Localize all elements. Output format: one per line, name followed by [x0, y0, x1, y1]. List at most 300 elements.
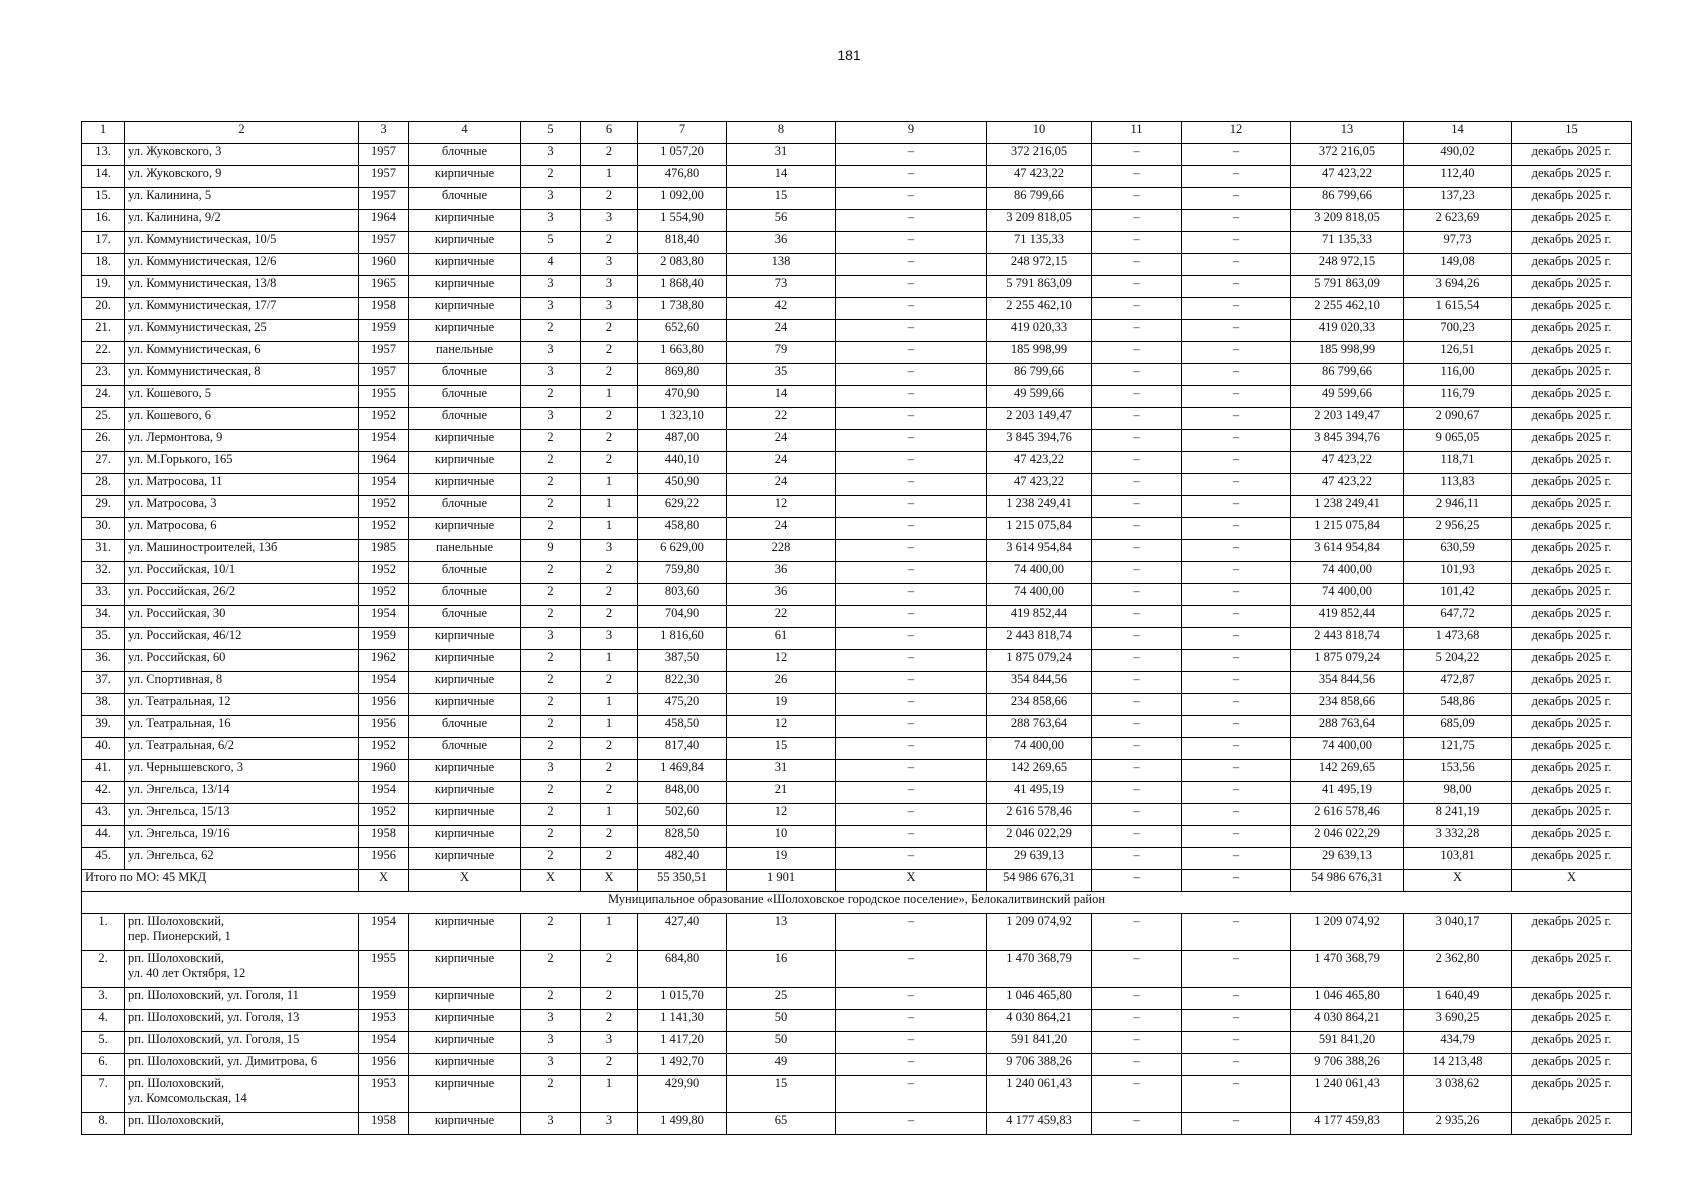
row-number-cell: 31. [82, 540, 125, 562]
deadline-cell: декабрь 2025 г. [1512, 188, 1632, 210]
year-built-cell: 1954 [359, 782, 409, 804]
header-cell-3: 3 [359, 122, 409, 144]
table-row [82, 474, 1632, 496]
cost-per-sqm-cell: 2 090,67 [1404, 408, 1512, 430]
cost-total-cell: 4 030 864,21 [987, 1010, 1092, 1032]
total-area-cell: 828,50 [638, 826, 727, 848]
col-12-cell: – [1182, 1054, 1291, 1076]
row-number-cell: 28. [82, 474, 125, 496]
row-number-cell: 7. [82, 1076, 125, 1113]
cost-total-cell: 47 423,22 [987, 474, 1092, 496]
col-11-cell: – [1092, 914, 1182, 951]
address-cell: рп. Шолоховский, ул. Гоголя, 11 [125, 988, 359, 1010]
residents-cell: 42 [727, 298, 836, 320]
address-cell: ул. Энгельса, 13/14 [125, 782, 359, 804]
year-built-cell: 1956 [359, 694, 409, 716]
table-row [82, 826, 1632, 848]
entrances-cell: 3 [581, 210, 638, 232]
year-built-cell: 1957 [359, 144, 409, 166]
residents-cell: 22 [727, 606, 836, 628]
wall-material-cell: блочные [409, 496, 521, 518]
header-cell-5: 5 [521, 122, 581, 144]
table-row [82, 988, 1632, 1010]
cost-per-sqm-cell: 434,79 [1404, 1032, 1512, 1054]
deadline-cell: декабрь 2025 г. [1512, 914, 1632, 951]
residents-cell: 16 [727, 951, 836, 988]
cost-fund-cell: 234 858,66 [1291, 694, 1404, 716]
total-cell: X [1512, 870, 1632, 892]
col-11-cell: – [1092, 430, 1182, 452]
row-number-cell: 3. [82, 988, 125, 1010]
total-area-cell: 2 083,80 [638, 254, 727, 276]
wall-material-cell: кирпичные [409, 298, 521, 320]
col-12-cell: – [1182, 210, 1291, 232]
residents-cell: 50 [727, 1032, 836, 1054]
cost-per-sqm-cell: 97,73 [1404, 232, 1512, 254]
col-9-cell: – [836, 1076, 987, 1113]
year-built-cell: 1954 [359, 914, 409, 951]
cost-total-cell: 74 400,00 [987, 562, 1092, 584]
table-row [82, 364, 1632, 386]
wall-material-cell: кирпичные [409, 320, 521, 342]
floors-cell: 2 [521, 606, 581, 628]
col-12-cell: – [1182, 606, 1291, 628]
cost-total-cell: 1 209 074,92 [987, 914, 1092, 951]
entrances-cell: 1 [581, 386, 638, 408]
address-cell: ул. Коммунистическая, 17/7 [125, 298, 359, 320]
col-11-cell: – [1092, 276, 1182, 298]
total-area-cell: 427,40 [638, 914, 727, 951]
col-9-cell: – [836, 672, 987, 694]
floors-cell: 3 [521, 760, 581, 782]
cost-per-sqm-cell: 1 615,54 [1404, 298, 1512, 320]
col-11-cell: – [1092, 826, 1182, 848]
wall-material-cell: кирпичные [409, 1010, 521, 1032]
wall-material-cell: кирпичные [409, 988, 521, 1010]
address-cell: рп. Шолоховский, ул. Димитрова, 6 [125, 1054, 359, 1076]
entrances-cell: 2 [581, 232, 638, 254]
cost-total-cell: 2 616 578,46 [987, 804, 1092, 826]
row-number-cell: 14. [82, 166, 125, 188]
wall-material-cell: кирпичные [409, 276, 521, 298]
address-cell: рп. Шолоховский, [125, 1113, 359, 1135]
cost-fund-cell: 372 216,05 [1291, 144, 1404, 166]
cost-total-cell: 41 495,19 [987, 782, 1092, 804]
col-11-cell: – [1092, 144, 1182, 166]
floors-cell: 2 [521, 826, 581, 848]
cost-fund-cell: 2 203 149,47 [1291, 408, 1404, 430]
row-number-cell: 21. [82, 320, 125, 342]
cost-total-cell: 591 841,20 [987, 1032, 1092, 1054]
col-12-cell: – [1182, 782, 1291, 804]
address-cell: ул. Калинина, 5 [125, 188, 359, 210]
table-row [82, 320, 1632, 342]
residents-cell: 22 [727, 408, 836, 430]
col-11-cell: – [1092, 540, 1182, 562]
deadline-cell: декабрь 2025 г. [1512, 232, 1632, 254]
col-12-cell: – [1182, 298, 1291, 320]
wall-material-cell: блочные [409, 738, 521, 760]
deadline-cell: декабрь 2025 г. [1512, 1010, 1632, 1032]
residents-cell: 36 [727, 584, 836, 606]
year-built-cell: 1952 [359, 496, 409, 518]
cost-total-cell: 354 844,56 [987, 672, 1092, 694]
address-cell: ул. Российская, 30 [125, 606, 359, 628]
entrances-cell: 3 [581, 1032, 638, 1054]
year-built-cell: 1952 [359, 408, 409, 430]
col-11-cell: – [1092, 584, 1182, 606]
cost-total-cell: 248 972,15 [987, 254, 1092, 276]
entrances-cell: 1 [581, 496, 638, 518]
entrances-cell: 2 [581, 452, 638, 474]
year-built-cell: 1959 [359, 628, 409, 650]
cost-total-cell: 372 216,05 [987, 144, 1092, 166]
cost-per-sqm-cell: 118,71 [1404, 452, 1512, 474]
col-11-cell: – [1092, 188, 1182, 210]
cost-fund-cell: 142 269,65 [1291, 760, 1404, 782]
cost-fund-cell: 47 423,22 [1291, 452, 1404, 474]
deadline-cell: декабрь 2025 г. [1512, 210, 1632, 232]
table-row [82, 694, 1632, 716]
row-number-cell: 2. [82, 951, 125, 988]
header-cell-12: 12 [1182, 122, 1291, 144]
year-built-cell: 1965 [359, 276, 409, 298]
address-cell: ул. Матросова, 11 [125, 474, 359, 496]
address-cell: ул. Коммунистическая, 25 [125, 320, 359, 342]
entrances-cell: 1 [581, 474, 638, 496]
col-12-cell: – [1182, 188, 1291, 210]
cost-total-cell: 1 470 368,79 [987, 951, 1092, 988]
row-number-cell: 42. [82, 782, 125, 804]
deadline-cell: декабрь 2025 г. [1512, 474, 1632, 496]
total-area-cell: 1 057,20 [638, 144, 727, 166]
cost-fund-cell: 1 215 075,84 [1291, 518, 1404, 540]
year-built-cell: 1954 [359, 606, 409, 628]
cost-fund-cell: 1 209 074,92 [1291, 914, 1404, 951]
deadline-cell: декабрь 2025 г. [1512, 320, 1632, 342]
residents-cell: 138 [727, 254, 836, 276]
col-11-cell: – [1092, 452, 1182, 474]
wall-material-cell: кирпичные [409, 650, 521, 672]
wall-material-cell: кирпичные [409, 1076, 521, 1113]
floors-cell: 2 [521, 848, 581, 870]
wall-material-cell: кирпичные [409, 914, 521, 951]
wall-material-cell: блочные [409, 144, 521, 166]
cost-total-cell: 4 177 459,83 [987, 1113, 1092, 1135]
cost-total-cell: 2 443 818,74 [987, 628, 1092, 650]
cost-total-cell: 2 203 149,47 [987, 408, 1092, 430]
cost-per-sqm-cell: 2 956,25 [1404, 518, 1512, 540]
total-area-cell: 458,80 [638, 518, 727, 540]
col-12-cell: – [1182, 540, 1291, 562]
floors-cell: 3 [521, 364, 581, 386]
entrances-cell: 1 [581, 166, 638, 188]
cost-fund-cell: 5 791 863,09 [1291, 276, 1404, 298]
col-11-cell: – [1092, 988, 1182, 1010]
cost-fund-cell: 354 844,56 [1291, 672, 1404, 694]
total-row [82, 870, 1632, 892]
address-cell: ул. Коммунистическая, 10/5 [125, 232, 359, 254]
floors-cell: 3 [521, 1010, 581, 1032]
cost-per-sqm-cell: 5 204,22 [1404, 650, 1512, 672]
wall-material-cell: панельные [409, 342, 521, 364]
col-9-cell: – [836, 804, 987, 826]
total-area-cell: 817,40 [638, 738, 727, 760]
col-12-cell: – [1182, 988, 1291, 1010]
entrances-cell: 2 [581, 848, 638, 870]
col-12-cell: – [1182, 584, 1291, 606]
header-cell-14: 14 [1404, 122, 1512, 144]
cost-per-sqm-cell: 490,02 [1404, 144, 1512, 166]
cost-total-cell: 1 046 465,80 [987, 988, 1092, 1010]
address-cell: рп. Шолоховский, ул. Гоголя, 15 [125, 1032, 359, 1054]
col-12-cell: – [1182, 804, 1291, 826]
col-11-cell: – [1092, 408, 1182, 430]
address-cell: ул. Российская, 60 [125, 650, 359, 672]
cost-total-cell: 2 046 022,29 [987, 826, 1092, 848]
col-11-cell: – [1092, 562, 1182, 584]
floors-cell: 3 [521, 188, 581, 210]
total-area-cell: 1 469,84 [638, 760, 727, 782]
address-cell: ул. Театральная, 6/2 [125, 738, 359, 760]
deadline-cell: декабрь 2025 г. [1512, 276, 1632, 298]
wall-material-cell: кирпичные [409, 826, 521, 848]
col-9-cell: – [836, 584, 987, 606]
table-row [82, 496, 1632, 518]
floors-cell: 2 [521, 804, 581, 826]
cost-per-sqm-cell: 548,86 [1404, 694, 1512, 716]
address-cell: рп. Шолоховский, пер. Пионерский, 1 [125, 914, 359, 951]
col-11-cell: – [1092, 232, 1182, 254]
address-cell: ул. Коммунистическая, 6 [125, 342, 359, 364]
cost-per-sqm-cell: 149,08 [1404, 254, 1512, 276]
total-area-cell: 475,20 [638, 694, 727, 716]
entrances-cell: 2 [581, 951, 638, 988]
deadline-cell: декабрь 2025 г. [1512, 760, 1632, 782]
floors-cell: 3 [521, 342, 581, 364]
total-area-cell: 803,60 [638, 584, 727, 606]
address-cell: ул. Жуковского, 9 [125, 166, 359, 188]
cost-per-sqm-cell: 685,09 [1404, 716, 1512, 738]
residents-cell: 24 [727, 430, 836, 452]
address-cell: ул. Коммунистическая, 12/6 [125, 254, 359, 276]
cost-per-sqm-cell: 112,40 [1404, 166, 1512, 188]
row-number-cell: 8. [82, 1113, 125, 1135]
cost-per-sqm-cell: 3 038,62 [1404, 1076, 1512, 1113]
cost-per-sqm-cell: 113,83 [1404, 474, 1512, 496]
col-9-cell: – [836, 760, 987, 782]
floors-cell: 3 [521, 628, 581, 650]
cost-fund-cell: 86 799,66 [1291, 188, 1404, 210]
col-12-cell: – [1182, 694, 1291, 716]
table-row [82, 804, 1632, 826]
col-9-cell: – [836, 650, 987, 672]
residents-cell: 15 [727, 188, 836, 210]
address-cell: ул. Театральная, 16 [125, 716, 359, 738]
cost-total-cell: 86 799,66 [987, 364, 1092, 386]
total-area-cell: 822,30 [638, 672, 727, 694]
header-cell-15: 15 [1512, 122, 1632, 144]
year-built-cell: 1955 [359, 386, 409, 408]
cost-fund-cell: 1 240 061,43 [1291, 1076, 1404, 1113]
floors-cell: 2 [521, 474, 581, 496]
entrances-cell: 2 [581, 584, 638, 606]
wall-material-cell: кирпичные [409, 452, 521, 474]
column-number-header [82, 122, 1632, 144]
deadline-cell: декабрь 2025 г. [1512, 1054, 1632, 1076]
col-12-cell: – [1182, 386, 1291, 408]
col-9-cell: – [836, 166, 987, 188]
deadline-cell: декабрь 2025 г. [1512, 782, 1632, 804]
row-number-cell: 19. [82, 276, 125, 298]
wall-material-cell: блочные [409, 364, 521, 386]
deadline-cell: декабрь 2025 г. [1512, 342, 1632, 364]
year-built-cell: 1954 [359, 672, 409, 694]
wall-material-cell: кирпичные [409, 1113, 521, 1135]
cost-total-cell: 234 858,66 [987, 694, 1092, 716]
table-row [82, 1054, 1632, 1076]
entrances-cell: 2 [581, 144, 638, 166]
col-9-cell: – [836, 452, 987, 474]
col-11-cell: – [1092, 342, 1182, 364]
cost-fund-cell: 2 616 578,46 [1291, 804, 1404, 826]
col-11-cell: – [1092, 210, 1182, 232]
total-area-cell: 429,90 [638, 1076, 727, 1113]
col-9-cell: – [836, 342, 987, 364]
col-9-cell: – [836, 606, 987, 628]
total-area-cell: 476,80 [638, 166, 727, 188]
wall-material-cell: кирпичные [409, 1032, 521, 1054]
year-built-cell: 1953 [359, 1010, 409, 1032]
address-cell: ул. Кошевого, 5 [125, 386, 359, 408]
entrances-cell: 2 [581, 988, 638, 1010]
residents-cell: 24 [727, 474, 836, 496]
col-9-cell: – [836, 1113, 987, 1135]
entrances-cell: 2 [581, 672, 638, 694]
residents-cell: 14 [727, 386, 836, 408]
total-area-cell: 1 141,30 [638, 1010, 727, 1032]
col-9-cell: – [836, 320, 987, 342]
deadline-cell: декабрь 2025 г. [1512, 988, 1632, 1010]
col-11-cell: – [1092, 1076, 1182, 1113]
address-cell: ул. Спортивная, 8 [125, 672, 359, 694]
header-cell-4: 4 [409, 122, 521, 144]
table-row [82, 540, 1632, 562]
deadline-cell: декабрь 2025 г. [1512, 738, 1632, 760]
year-built-cell: 1957 [359, 166, 409, 188]
table-row [82, 914, 1632, 951]
col-9-cell: – [836, 628, 987, 650]
floors-cell: 2 [521, 584, 581, 606]
cost-fund-cell: 86 799,66 [1291, 364, 1404, 386]
cost-total-cell: 74 400,00 [987, 738, 1092, 760]
year-built-cell: 1954 [359, 474, 409, 496]
cost-per-sqm-cell: 121,75 [1404, 738, 1512, 760]
col-9-cell: – [836, 716, 987, 738]
total-area-cell: 1 663,80 [638, 342, 727, 364]
col-12-cell: – [1182, 562, 1291, 584]
col-11-cell: – [1092, 386, 1182, 408]
cost-fund-cell: 41 495,19 [1291, 782, 1404, 804]
col-9-cell: – [836, 540, 987, 562]
deadline-cell: декабрь 2025 г. [1512, 1113, 1632, 1135]
entrances-cell: 2 [581, 760, 638, 782]
total-area-cell: 652,60 [638, 320, 727, 342]
residents-cell: 65 [727, 1113, 836, 1135]
total-area-cell: 6 629,00 [638, 540, 727, 562]
cost-per-sqm-cell: 101,42 [1404, 584, 1512, 606]
address-cell: ул. Театральная, 12 [125, 694, 359, 716]
header-cell-7: 7 [638, 122, 727, 144]
floors-cell: 3 [521, 210, 581, 232]
entrances-cell: 2 [581, 826, 638, 848]
cost-fund-cell: 288 763,64 [1291, 716, 1404, 738]
col-9-cell: – [836, 386, 987, 408]
year-built-cell: 1960 [359, 760, 409, 782]
residents-cell: 10 [727, 826, 836, 848]
deadline-cell: декабрь 2025 г. [1512, 364, 1632, 386]
wall-material-cell: кирпичные [409, 694, 521, 716]
year-built-cell: 1957 [359, 232, 409, 254]
col-9-cell: – [836, 1054, 987, 1076]
entrances-cell: 3 [581, 254, 638, 276]
header-cell-6: 6 [581, 122, 638, 144]
year-built-cell: 1954 [359, 1032, 409, 1054]
residents-cell: 24 [727, 320, 836, 342]
residents-cell: 56 [727, 210, 836, 232]
row-number-cell: 34. [82, 606, 125, 628]
deadline-cell: декабрь 2025 г. [1512, 408, 1632, 430]
header-cell-13: 13 [1291, 122, 1404, 144]
table-row [82, 210, 1632, 232]
entrances-cell: 2 [581, 342, 638, 364]
row-number-cell: 39. [82, 716, 125, 738]
deadline-cell: декабрь 2025 г. [1512, 1032, 1632, 1054]
cost-total-cell: 47 423,22 [987, 452, 1092, 474]
header-cell-2: 2 [125, 122, 359, 144]
col-11-cell: – [1092, 650, 1182, 672]
col-12-cell: – [1182, 430, 1291, 452]
residents-cell: 79 [727, 342, 836, 364]
address-cell: рп. Шолоховский, ул. 40 лет Октября, 12 [125, 951, 359, 988]
total-area-cell: 1 015,70 [638, 988, 727, 1010]
col-9-cell: – [836, 1010, 987, 1032]
year-built-cell: 1952 [359, 518, 409, 540]
cost-fund-cell: 419 020,33 [1291, 320, 1404, 342]
row-number-cell: 45. [82, 848, 125, 870]
entrances-cell: 2 [581, 782, 638, 804]
cost-per-sqm-cell: 1 640,49 [1404, 988, 1512, 1010]
col-9-cell: – [836, 298, 987, 320]
col-12-cell: – [1182, 716, 1291, 738]
deadline-cell: декабрь 2025 г. [1512, 144, 1632, 166]
table-row [82, 276, 1632, 298]
table-row [82, 518, 1632, 540]
col-11-cell: – [1092, 1113, 1182, 1135]
cost-total-cell: 288 763,64 [987, 716, 1092, 738]
year-built-cell: 1958 [359, 826, 409, 848]
col-12-cell: – [1182, 848, 1291, 870]
table-row [82, 166, 1632, 188]
year-built-cell: 1956 [359, 1054, 409, 1076]
table-row [82, 1010, 1632, 1032]
year-built-cell: 1958 [359, 298, 409, 320]
address-cell: ул. М.Горького, 165 [125, 452, 359, 474]
table-row [82, 452, 1632, 474]
total-cell: 54 986 676,31 [1291, 870, 1404, 892]
address-cell: ул. Калинина, 9/2 [125, 210, 359, 232]
cost-per-sqm-cell: 3 332,28 [1404, 826, 1512, 848]
